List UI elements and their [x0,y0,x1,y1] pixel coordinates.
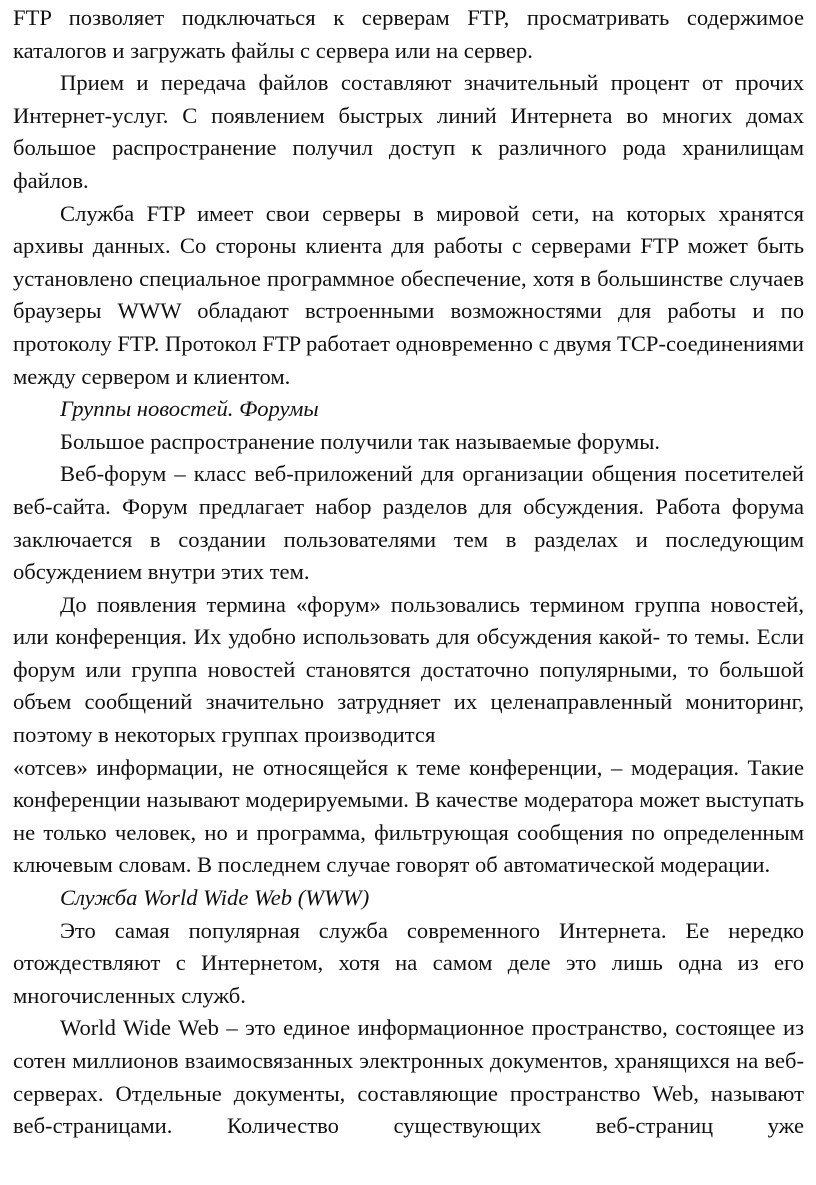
paragraph-www-popular: Это самая популярная служба современного Интернета. Ее нередко отождествляют с Интернетом, хотя на самом деле это лишь одна из его многочисленных служб. [13,917,804,1008]
paragraph-file-transfer: Прием и передача файлов составляют значительный процент от прочих Интернет-услуг. С появлением быстрых линий Интернета во многих домах большое распространение получил доступ к различного рода хранилищам файлов. [13,70,804,193]
heading-www-service: Служба World Wide Web (WWW) [60,885,370,911]
paragraph-forums-popular: Большое распространение получили так называемые форумы. [60,428,661,454]
paragraph-moderation: «отсев» информации, не относящейся к теме конференции, – модерация. Такие конференции называют модерируемыми. В качестве модератора может выступать не только человек, но и программа, фильтрующая сообщения по определенным ключевым словам. В последнем случае говорят об автоматической модерации. [13,754,804,878]
paragraph-web-forum: Веб-форум – класс веб-приложений для организации общения посетителей веб-сайта. Форум предлагает набор разделов для обсуждения. Работа форума заключается в создании пользователями тем в разделах и последующим обсуждением внутри этих тем. [13,461,804,585]
paragraph-ftp-intro: FTP позволяет подключаться к серверам FTP, просматривать содержимое каталогов и загружать файлы с сервера или на сервер. [13,5,804,63]
heading-newsgroups-forums: Группы новостей. Форумы [60,396,319,422]
paragraph-ftp-service: Служба FTP имеет свои серверы в мировой сети, на которых хранятся архивы данных. Со стороны клиента для работы с серверами FTP может быть установлено специальное программное обеспечение, хотя в большинстве случаев браузеры WWW обладают встроенными возможностями для работы и по протоколу FTP. Протокол FTP работает одновременно с двумя TCP-соединениями между сервером и клиентом. [13,200,804,389]
paragraph-newsgroups: До появления термина «форум» пользовались термином группа новостей, или конференция. Их удобно использовать для обсуждения какой- то темы. Если форум или группа новостей становятся достаточно популярными, то большой объем сообщений значительно затрудняет их целенаправленный мониторинг, поэтому в некоторых группах производится [13,591,804,748]
paragraph-www-definition: World Wide Web – это единое информационное пространство, состоящее из сотен миллионов взаимосвязанных электронных документов, хранящихся на веб-серверах. Отдельные документы, составляющие пространство Web, называют веб-страницами. Количество существующих веб-страниц уже [13,1015,804,1139]
